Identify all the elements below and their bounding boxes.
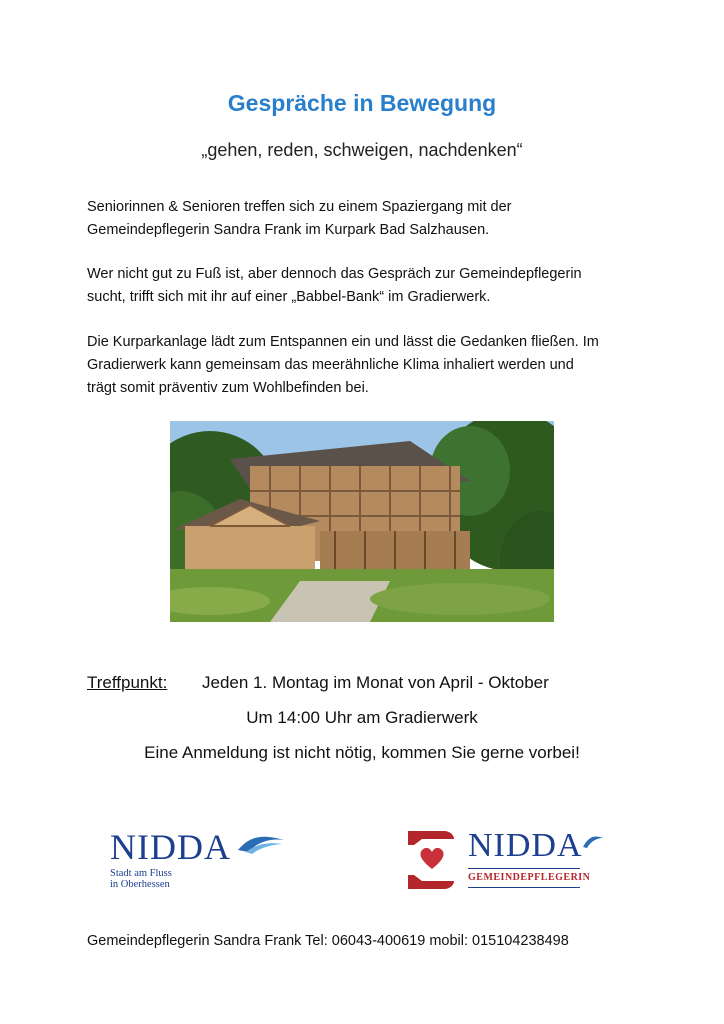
paragraph-babbel-bank <box>87 263 647 309</box>
paragraph-line: Seniorinnen & Senioren treffen sich zu einem Spaziergang mit der <box>87 199 512 215</box>
caring-hands-heart-icon <box>404 825 464 895</box>
logo-tagline: GEMEINDEPFLEGERIN <box>468 872 591 883</box>
paragraph-line: Gradierwerk kann gemeinsam das meerähnliche Klima inhaliert werden und <box>87 357 574 373</box>
meeting-when: Jeden 1. Montag im Monat von April - Oktober <box>202 673 549 692</box>
logo-wordmark: NIDDA <box>110 827 231 867</box>
meeting-label: Treffpunkt: <box>87 673 168 692</box>
paragraph-kurpark <box>87 331 647 400</box>
logo-tagline: in Oberhessen <box>110 879 170 890</box>
wave-icon <box>582 833 604 849</box>
nidda-gemeindepflegerin-logo <box>404 823 604 895</box>
page-title: Gespräche in Bewegung <box>227 90 497 116</box>
paragraph-line: trägt somit präventiv zum Wohlbefinden bei. <box>87 380 369 396</box>
wave-icon <box>236 832 286 854</box>
paragraph-line: Gemeindepflegerin Sandra Frank im Kurpark Bad Salzhausen. <box>87 222 490 238</box>
meeting-time: Um 14:00 Uhr am Gradierwerk <box>246 708 478 727</box>
paragraph-line: Wer nicht gut zu Fuß ist, aber dennoch das Gespräch zur Gemeindepflegerin <box>87 266 582 282</box>
nidda-city-logo <box>108 826 288 892</box>
logo-wordmark: NIDDA <box>468 827 583 864</box>
logo-tagline: Stadt am Fluss <box>110 868 172 879</box>
contact-footer: Gemeindepflegerin Sandra Frank Tel: 06043-400619 mobil: 015104238498 <box>87 933 569 949</box>
gradierwerk-photo <box>170 421 554 622</box>
page-subtitle: „gehen, reden, schweigen, nachdenken“ <box>201 140 523 160</box>
logo-divider <box>468 887 580 888</box>
meeting-info <box>87 673 549 693</box>
paragraph-line: Die Kurparkanlage lädt zum Entspannen ein und lässt die Gedanken fließen. Im <box>87 334 599 350</box>
paragraph-intro <box>87 196 647 242</box>
logo-divider <box>468 868 580 869</box>
registration-note: Eine Anmeldung ist nicht nötig, kommen Sie gerne vorbei! <box>144 743 580 762</box>
paragraph-line: sucht, trifft sich mit ihr auf einer „Babbel-Bank“ im Gradierwerk. <box>87 289 491 305</box>
